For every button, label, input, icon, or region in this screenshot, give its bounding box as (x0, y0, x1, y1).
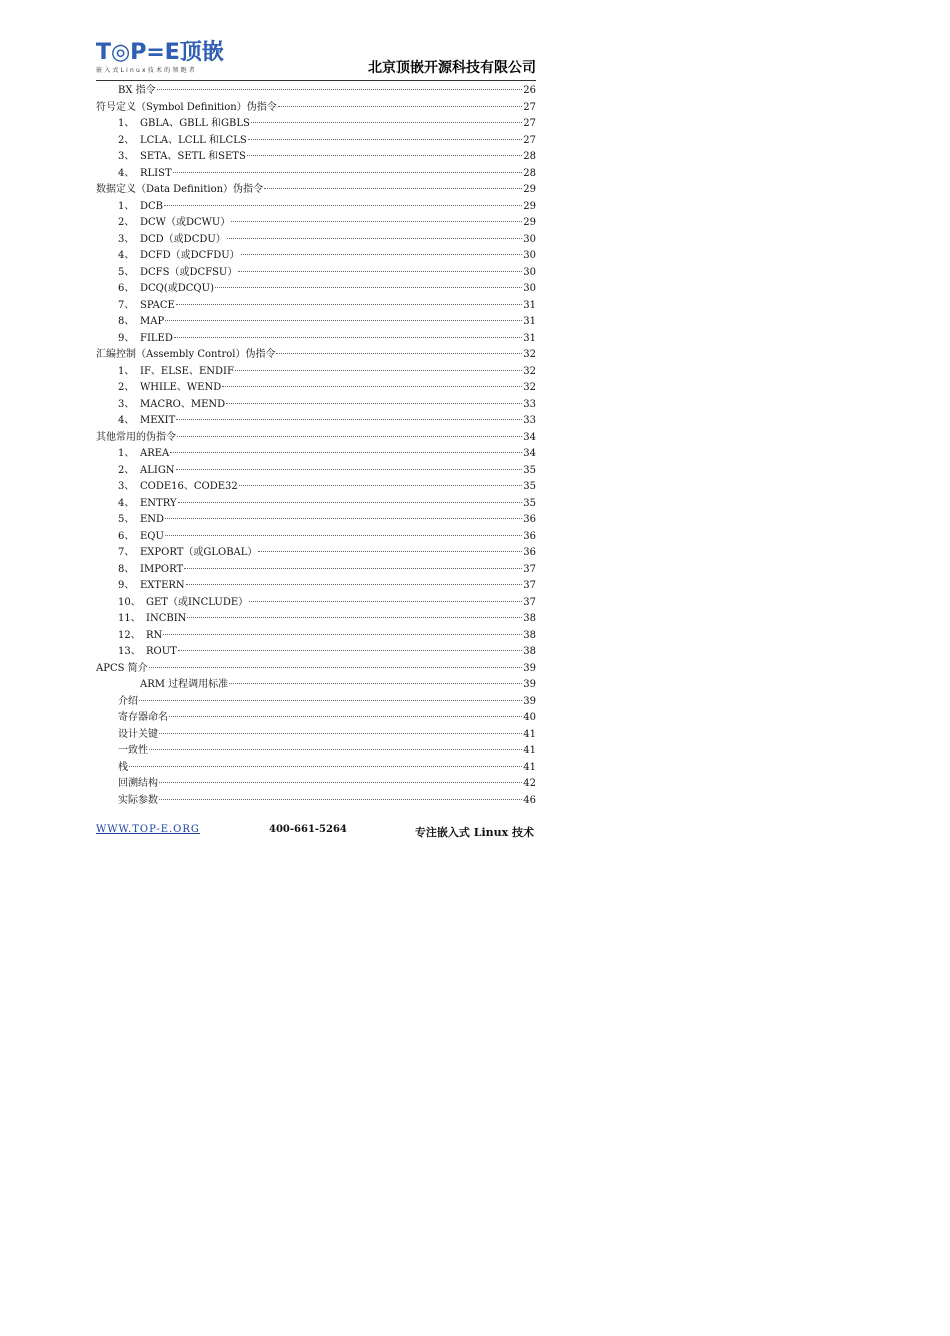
toc-entry[interactable] (96, 727, 536, 744)
toc-entry-number: 3、 (118, 151, 135, 162)
toc-entry-page-number: 30 (523, 250, 536, 261)
toc-entry[interactable] (96, 331, 536, 348)
toc-entry-number: 3、 (118, 481, 135, 492)
toc-entry[interactable] (96, 677, 536, 694)
toc-entry-page-number: 36 (523, 514, 536, 525)
toc-entry-title: DCB (140, 200, 164, 212)
toc-entry[interactable] (96, 248, 536, 265)
toc-entry-number: 9、 (118, 580, 135, 591)
toc-entry[interactable] (96, 298, 536, 315)
toc-entry-title: 设计关键 (118, 728, 158, 740)
toc-entry[interactable] (96, 595, 536, 612)
toc-entry[interactable] (96, 413, 536, 430)
toc-entry[interactable] (96, 743, 536, 760)
toc-entry-title: APCS 简介 (96, 662, 148, 674)
toc-entry[interactable] (96, 628, 536, 645)
toc-entry[interactable] (96, 347, 536, 364)
toc-entry[interactable] (96, 314, 536, 331)
toc-entry-title: EXPORT（或GLOBAL） (140, 547, 258, 558)
dot-leader (249, 601, 522, 602)
toc-entry[interactable] (96, 199, 536, 216)
dot-leader (149, 667, 523, 668)
dot-leader (177, 436, 522, 437)
dot-leader (178, 502, 523, 503)
toc-entry-number: 9、 (118, 332, 135, 344)
dot-leader (258, 551, 522, 552)
toc-entry-page-number: 39 (523, 679, 536, 690)
toc-entry[interactable] (96, 776, 536, 793)
toc-entry[interactable] (96, 83, 536, 100)
toc-entry-page-number: 27 (523, 118, 536, 129)
logo-tagline: 嵌入式Linux技术的领跑者 (96, 67, 197, 74)
toc-entry-page-number: 38 (523, 646, 536, 657)
toc-entry-page-number: 26 (523, 85, 536, 96)
toc-entry-number: 10、 (118, 596, 141, 608)
toc-entry-number: 13、 (118, 646, 141, 657)
dot-leader (235, 370, 522, 371)
dot-leader (157, 89, 523, 90)
dot-leader (229, 683, 522, 684)
dot-leader (174, 337, 522, 338)
toc-entry-page-number: 30 (523, 266, 536, 278)
dot-leader (169, 716, 522, 717)
toc-entry-number: 6、 (118, 283, 135, 294)
dot-leader (222, 386, 522, 387)
toc-entry-page-number: 35 (523, 497, 536, 509)
toc-entry-title: 寄存器命名 (118, 712, 168, 723)
toc-entry[interactable] (96, 496, 536, 513)
toc-entry-title: GET（或INCLUDE） (146, 596, 249, 608)
toc-entry-page-number: 40 (523, 712, 536, 723)
toc-entry-number: 8、 (118, 316, 135, 327)
dot-leader (159, 799, 522, 800)
toc-entry-title: AREA (140, 448, 170, 459)
toc-entry-page-number: 32 (523, 365, 536, 377)
toc-entry-page-number: 35 (523, 464, 536, 476)
toc-entry-page-number: 39 (523, 662, 536, 674)
toc-entry-number: 2、 (118, 134, 135, 146)
toc-entry-number: 1、 (118, 200, 135, 212)
toc-entry[interactable] (96, 793, 536, 810)
logo-mark: T◎P=E顶嵌 (96, 40, 224, 65)
toc-entry-title: RLIST (140, 167, 172, 179)
dot-leader (248, 139, 523, 140)
dot-leader (176, 469, 523, 470)
toc-entry[interactable] (96, 133, 536, 150)
dot-leader (176, 304, 522, 305)
dot-leader (231, 221, 522, 222)
dot-leader (170, 452, 522, 453)
document-page (96, 38, 536, 809)
toc-entry-title: 介绍 (118, 695, 138, 707)
toc-entry-page-number: 39 (523, 695, 536, 707)
toc-entry[interactable] (96, 364, 536, 381)
toc-entry-title: EXTERN (140, 580, 185, 591)
toc-entry-title: DCD（或DCDU） (140, 233, 226, 245)
toc-entry[interactable] (96, 479, 536, 496)
toc-entry-page-number: 37 (523, 580, 536, 591)
toc-entry[interactable] (96, 149, 536, 166)
toc-entry-title: MACRO、MEND (140, 398, 226, 410)
toc-entry-number: 3、 (118, 233, 135, 245)
toc-entry-page-number: 33 (523, 415, 536, 426)
toc-entry[interactable] (96, 578, 536, 595)
toc-entry-page-number: 34 (523, 448, 536, 459)
toc-entry-page-number: 41 (523, 728, 536, 740)
toc-entry-title: ARM 过程调用标准 (140, 679, 229, 690)
dot-leader (226, 403, 522, 404)
toc-entry-title: MEXIT (140, 415, 176, 426)
toc-entry[interactable] (96, 430, 536, 447)
dot-leader (129, 766, 522, 767)
toc-entry-page-number: 35 (523, 481, 536, 492)
toc-entry-page-number: 32 (523, 382, 536, 393)
toc-entry-page-number: 29 (523, 184, 536, 195)
toc-entry[interactable] (96, 545, 536, 562)
toc-entry-page-number: 37 (523, 563, 536, 575)
toc-entry-title: IMPORT (140, 563, 184, 575)
dot-leader (165, 535, 522, 536)
toc-entry-page-number: 29 (523, 200, 536, 212)
toc-entry-title: ROUT (146, 646, 177, 657)
toc-entry[interactable] (96, 463, 536, 480)
toc-entry-number: 5、 (118, 266, 135, 278)
toc-entry-title: DCFS（或DCFSU） (140, 266, 238, 278)
toc-entry-number: 1、 (118, 448, 135, 459)
toc-entry[interactable] (96, 694, 536, 711)
toc-entry[interactable] (96, 281, 536, 298)
toc-entry-number: 4、 (118, 167, 135, 179)
toc-entry-title: SETA、SETL 和SETS (140, 151, 246, 162)
toc-entry-title: 符号定义（Symbol Definition）伪指令 (96, 101, 277, 113)
toc-entry-page-number: 29 (523, 217, 536, 228)
toc-entry-page-number: 42 (523, 778, 536, 789)
toc-entry[interactable] (96, 760, 536, 777)
toc-entry-number: 8、 (118, 563, 135, 575)
toc-entry[interactable] (96, 529, 536, 546)
toc-entry-number: 4、 (118, 415, 135, 426)
toc-entry-number: 12、 (118, 629, 141, 641)
toc-entry[interactable] (96, 512, 536, 529)
table-of-contents (96, 83, 536, 809)
toc-entry[interactable] (96, 446, 536, 463)
toc-entry-page-number: 36 (523, 547, 536, 558)
dot-leader (278, 106, 523, 107)
dot-leader (239, 485, 522, 486)
toc-entry-title: ALIGN (140, 464, 175, 476)
toc-entry-page-number: 30 (523, 233, 536, 245)
toc-entry-page-number: 27 (523, 134, 536, 146)
toc-entry[interactable] (96, 644, 536, 661)
toc-entry-title: 其他常用的伪指令 (96, 431, 176, 443)
toc-entry-title: DCQ(或DCQU) (140, 283, 214, 294)
footer-website-link[interactable]: WWW.TOP-E.ORG (96, 824, 200, 835)
toc-entry-title: BX 指令 (118, 85, 156, 96)
dot-leader (238, 271, 522, 272)
toc-entry-number: 5、 (118, 514, 135, 525)
toc-entry[interactable] (96, 232, 536, 249)
dot-leader (227, 238, 522, 239)
dot-leader (159, 782, 522, 783)
dot-leader (247, 155, 522, 156)
toc-entry[interactable] (96, 116, 536, 133)
toc-entry-title: 回溯结构 (118, 778, 158, 789)
company-name: 北京顶嵌开源科技有限公司 (368, 60, 536, 76)
toc-entry-title: LCLA、LCLL 和LCLS (140, 134, 247, 146)
dot-leader (241, 254, 523, 255)
dot-leader (173, 172, 523, 173)
toc-entry-page-number: 32 (523, 349, 536, 360)
toc-entry[interactable] (96, 380, 536, 397)
dot-leader (176, 419, 522, 420)
toc-entry-page-number: 41 (523, 761, 536, 773)
toc-entry-title: FILED (140, 332, 173, 344)
dot-leader (187, 617, 522, 618)
toc-entry-number: 6、 (118, 530, 135, 542)
toc-entry-page-number: 31 (523, 332, 536, 344)
dot-leader (139, 700, 522, 701)
toc-entry-page-number: 36 (523, 530, 536, 542)
toc-entry[interactable] (96, 265, 536, 282)
dot-leader (163, 634, 522, 635)
toc-entry-title: 一致性 (118, 745, 148, 756)
toc-entry-page-number: 27 (523, 101, 536, 113)
toc-entry[interactable] (96, 562, 536, 579)
toc-entry-title: WHILE、WEND (140, 382, 222, 393)
toc-entry[interactable] (96, 215, 536, 232)
toc-entry-page-number: 38 (523, 629, 536, 641)
dot-leader (215, 287, 522, 288)
toc-entry[interactable] (96, 100, 536, 117)
toc-entry-number: 1、 (118, 118, 135, 129)
toc-entry-title: MAP (140, 316, 165, 327)
dot-leader (264, 188, 522, 189)
toc-entry-title: INCBIN (146, 613, 187, 624)
dot-leader (165, 518, 522, 519)
toc-entry-title: GBLA、GBLL 和GBLS (140, 118, 250, 129)
toc-entry-page-number: 34 (523, 431, 536, 443)
toc-entry-page-number: 31 (523, 299, 536, 311)
toc-entry-page-number: 31 (523, 316, 536, 327)
dot-leader (276, 353, 522, 354)
toc-entry-page-number: 46 (523, 794, 536, 806)
toc-entry-number: 2、 (118, 464, 135, 476)
toc-entry-page-number: 28 (523, 151, 536, 162)
toc-entry-title: 数据定义（Data Definition）伪指令 (96, 184, 264, 195)
toc-entry-title: 实际参数 (118, 794, 158, 806)
toc-entry-title: EQU (140, 530, 164, 542)
toc-entry[interactable] (96, 397, 536, 414)
dot-leader (165, 320, 522, 321)
toc-entry-title: 汇编控制（Assembly Control）伪指令 (96, 349, 276, 360)
toc-entry-page-number: 30 (523, 283, 536, 294)
toc-entry[interactable] (96, 182, 536, 199)
toc-entry-number: 4、 (118, 497, 135, 509)
dot-leader (184, 568, 522, 569)
toc-entry[interactable] (96, 661, 536, 678)
dot-leader (186, 584, 523, 585)
toc-entry-page-number: 41 (523, 745, 536, 756)
footer-slogan: 专注嵌入式 Linux 技术 (414, 826, 534, 839)
company-logo (96, 42, 246, 78)
toc-entry-title: END (140, 514, 165, 525)
toc-entry[interactable] (96, 710, 536, 727)
page-header (96, 38, 536, 81)
dot-leader (159, 733, 522, 734)
toc-entry-title: DCW（或DCWU） (140, 217, 231, 228)
toc-entry-page-number: 33 (523, 398, 536, 410)
dot-leader (178, 650, 522, 651)
dot-leader (164, 205, 522, 206)
toc-entry-page-number: 38 (523, 613, 536, 624)
toc-entry-title: IF、ELSE、ENDIF (140, 365, 234, 377)
toc-entry[interactable] (96, 166, 536, 183)
toc-entry-title: DCFD（或DCFDU） (140, 250, 240, 261)
toc-entry-title: ENTRY (140, 497, 177, 509)
dot-leader (251, 122, 522, 123)
dot-leader (149, 749, 522, 750)
toc-entry-number: 1、 (118, 365, 135, 377)
toc-entry-number: 2、 (118, 217, 135, 228)
toc-entry-page-number: 37 (523, 596, 536, 608)
toc-entry-number: 7、 (118, 299, 135, 311)
toc-entry-title: RN (146, 629, 163, 641)
toc-entry-title: 栈 (118, 761, 128, 773)
toc-entry[interactable] (96, 611, 536, 628)
toc-entry-number: 4、 (118, 250, 135, 261)
footer-phone: 400-661-5264 (269, 824, 347, 835)
toc-entry-number: 3、 (118, 398, 135, 410)
toc-entry-number: 2、 (118, 382, 135, 393)
toc-entry-number: 11、 (118, 613, 141, 624)
toc-entry-title: SPACE (140, 299, 175, 311)
page-footer (96, 824, 536, 840)
toc-entry-title: CODE16、CODE32 (140, 481, 238, 492)
toc-entry-page-number: 28 (523, 167, 536, 179)
toc-entry-number: 7、 (118, 547, 135, 558)
